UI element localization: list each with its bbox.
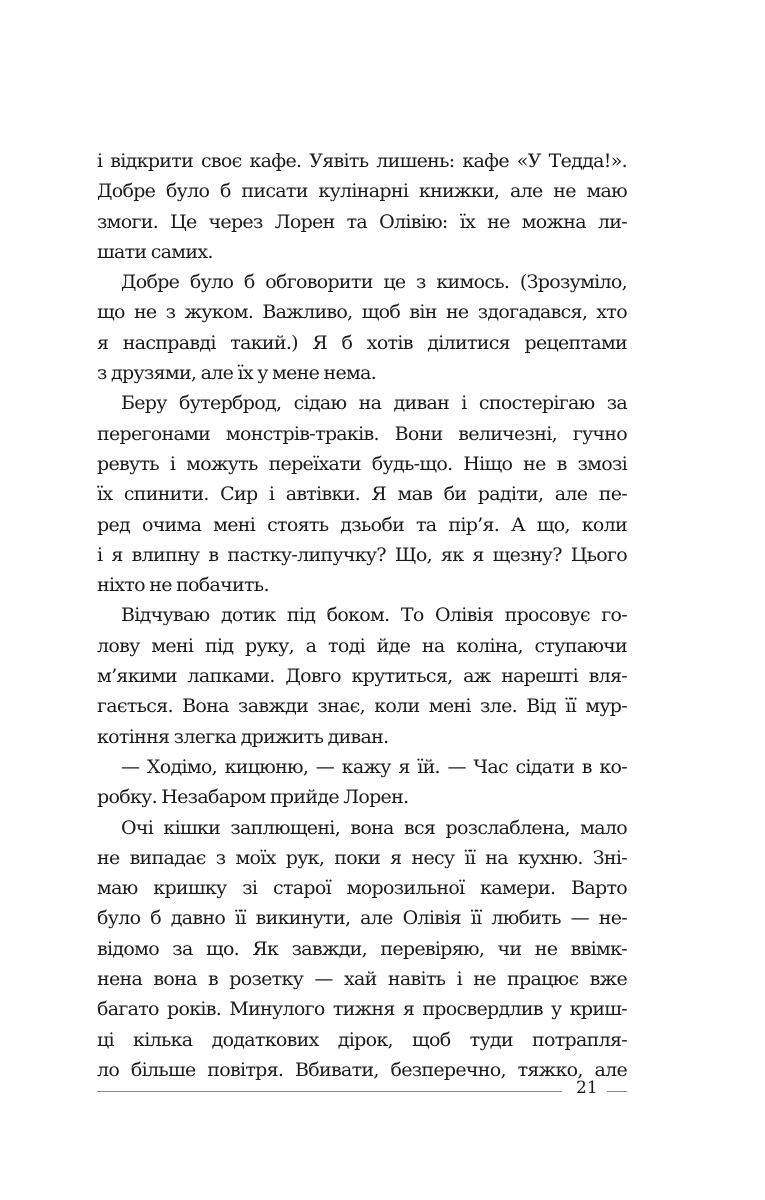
text-line: було б давно її викинути, але Олівія її любить — не- [97, 907, 627, 930]
text-line: ло більше повітря. Вбивати, безперечно, тяжко, але [97, 1058, 627, 1081]
body-text [97, 146, 627, 1085]
text-line: нена вона в розетку — хай навіть і не працює вже [97, 968, 627, 991]
paragraph [97, 600, 627, 751]
text-line: м’якими лапками. Довго крутиться, аж нарешті вля- [97, 665, 627, 688]
text-line: Відчуваю дотик під боком. То Олівія просовує го- [121, 604, 627, 627]
paragraph [97, 813, 627, 1086]
text-line: лову мені під руку, а тоді йде на коліна, ступаючи [97, 634, 627, 657]
text-line: котіння злегка дрижить диван. [97, 725, 389, 748]
text-line: робку. Незабаром прийде Лорен. [97, 786, 409, 809]
paragraph [97, 388, 627, 600]
text-line: ці кілька додаткових дірок, щоб туди потрапля- [97, 1028, 627, 1051]
text-line: Очі кішки заплющені, вона вся розслаблена, мало [121, 816, 627, 839]
text-line: ревуть і можуть переїхати будь-що. Ніщо не в змозі [97, 452, 627, 475]
paragraph [97, 267, 627, 388]
text-line: що не з жуком. Важливо, щоб він не здогадався, хто [97, 301, 627, 324]
text-line: ніхто не побачить. [97, 574, 269, 597]
text-line: відомо за що. Як завжди, перевіряю, чи не ввімк- [97, 937, 627, 960]
footer-rule-right [607, 1091, 627, 1092]
text-line: не випадає з моїх рук, поки я несу її на кухню. Зні- [97, 846, 627, 869]
text-line: я насправді такий.) Я б хотів ділитися рецептами [97, 331, 627, 354]
text-line: багато років. Минулого тижня я просвердлив у криш- [97, 998, 627, 1021]
text-line: перегонами монстрів-траків. Вони величезні, гучно [97, 422, 627, 445]
paragraph [97, 146, 627, 267]
page-number: 21 [576, 1078, 598, 1098]
footer-rule-left [97, 1091, 562, 1092]
text-line: їх спинити. Сир і автівки. Я мав би радіти, але пе- [97, 483, 627, 506]
text-line: ред очима мені стоять дзьоби та пір’я. А що, коли [97, 513, 627, 536]
text-line: і я влипну в пастку-липучку? Що, як я щезну? Цього [97, 543, 627, 566]
text-line: Добре було б писати кулінарні книжки, але не маю [97, 180, 627, 203]
text-line: маю кришку зі старої морозильної камери. Варто [97, 877, 627, 900]
text-line: гається. Вона завжди знає, коли мені зле. Від її мур- [97, 695, 627, 718]
text-line: — Ходімо, кицюню, — кажу я їй. — Час сідати в ко- [121, 755, 627, 778]
text-line: з друзями, але їх у мене нема. [97, 362, 377, 385]
paragraph [97, 752, 627, 813]
text-line: шати самих. [97, 240, 213, 263]
text-line: і відкрити своє кафе. Уявіть лишень: кафе «У Тедда!». [97, 150, 627, 172]
page-footer [97, 1078, 627, 1100]
text-line: Добре було б обговорити це з кимось. (Зрозуміло, [121, 271, 627, 294]
text-line: змоги. Це через Лорен та Олівію: їх не можна ли- [97, 210, 627, 233]
text-line: Беру бутерброд, сідаю на диван і спостерігаю за [121, 392, 627, 415]
